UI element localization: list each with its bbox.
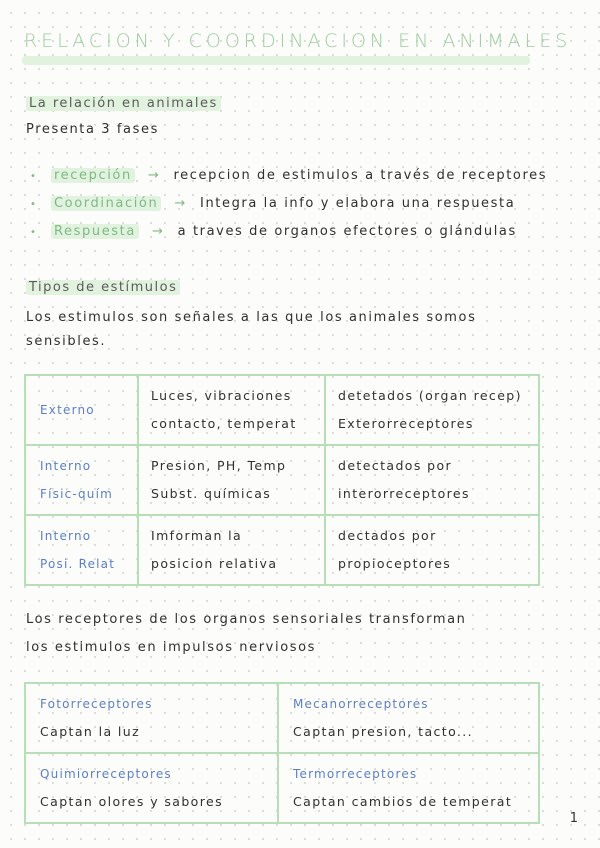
phase-desc: a traves de organos efectores o glándulas	[177, 224, 517, 239]
page-title: RELACION Y COORDINACION EN ANIMALES	[24, 30, 572, 52]
arrow-icon: →	[152, 224, 165, 239]
stimuli-table	[24, 374, 540, 586]
paragraph-line: Los estimulos son señales a las que los animales somos	[26, 310, 477, 325]
table-row	[25, 515, 539, 585]
bullet-icon: •	[30, 199, 36, 210]
phase-term: Respuesta	[51, 224, 139, 239]
list-item	[30, 192, 547, 220]
table-cell: Termorreceptores Captan cambios de temperat	[278, 753, 539, 823]
table-cell: Mecanorreceptores Captan presion, tacto...	[278, 683, 539, 753]
table-row	[25, 375, 539, 445]
phase-list	[30, 164, 547, 248]
arrow-icon: →	[174, 196, 187, 211]
section-heading-relacion: La relación en animales	[26, 96, 221, 111]
phase-desc: recepcion de estimulos a través de receptores	[173, 168, 548, 183]
paragraph-line: sensibles.	[26, 334, 107, 349]
table-cell: Quimiorreceptores Captan olores y sabores	[25, 753, 278, 823]
table-cell: Luces, vibraciones contacto, temperat	[138, 375, 325, 445]
table-cell-label: Externo	[25, 375, 138, 445]
section-heading-estimulos: Tipos de estímulos	[26, 280, 180, 295]
page-number: 1	[569, 811, 578, 826]
bullet-icon: •	[30, 171, 36, 182]
phase-term: recepción	[51, 168, 135, 183]
table-cell: Imforman la posicion relativa	[138, 515, 325, 585]
phase-term: Coordinación	[51, 196, 161, 211]
receptors-table	[24, 682, 540, 824]
table-row	[25, 445, 539, 515]
arrow-icon: →	[147, 168, 161, 183]
table-cell-label: Interno Posi. Relat	[25, 515, 138, 585]
table-cell: Fotorreceptores Captan la luz	[25, 683, 278, 753]
table-cell-label: Interno Físic-quím	[25, 445, 138, 515]
table-row	[25, 753, 539, 823]
title-highlight	[22, 56, 530, 65]
list-item	[30, 220, 547, 248]
table-cell: detetados (organ recep) Exterorreceptores	[325, 375, 539, 445]
intro-text: Presenta 3 fases	[26, 122, 159, 137]
bullet-icon: •	[30, 227, 36, 238]
table-cell: detectados por interorreceptores	[325, 445, 539, 515]
paragraph-line: Los receptores de los organos sensoriales transforman	[26, 612, 467, 627]
table-row	[25, 683, 539, 753]
phase-desc: Integra la info y elabora una respuesta	[200, 196, 516, 211]
table-cell: Presion, PH, Temp Subst. químicas	[138, 445, 325, 515]
table-cell: dectados por propioceptores	[325, 515, 539, 585]
paragraph-line: los estimulos en impulsos nerviosos	[26, 640, 317, 655]
list-item	[30, 164, 547, 192]
